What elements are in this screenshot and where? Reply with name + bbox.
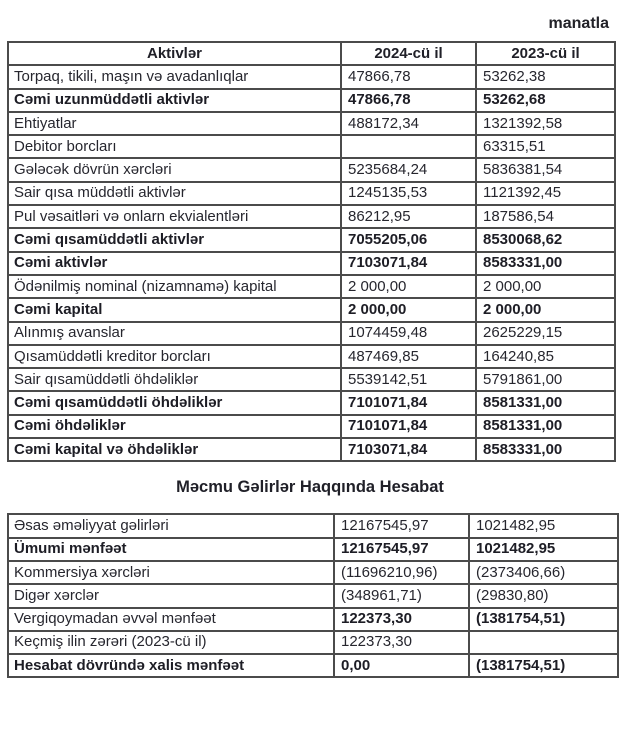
value-2023: 1021482,95: [469, 514, 618, 537]
value-2023: 2 000,00: [476, 298, 615, 321]
row-label: Vergiqoymadan əvvəl mənfəət: [8, 608, 334, 631]
value-2023: (29830,80): [469, 584, 618, 607]
column-header-aktivler: Aktivlər: [8, 42, 341, 65]
table-row: [8, 584, 618, 607]
value-2023: 187586,54: [476, 205, 615, 228]
table-row: [8, 158, 615, 181]
table-row: [8, 135, 615, 158]
value-2023: 53262,38: [476, 65, 615, 88]
value-2024: 47866,78: [341, 65, 476, 88]
value-2024: 12167545,97: [334, 538, 469, 561]
balance-table-body: [8, 65, 615, 461]
value-2024: 1074459,48: [341, 322, 476, 345]
value-2024: 5539142,51: [341, 368, 476, 391]
value-2024: 2 000,00: [341, 275, 476, 298]
table-row: [8, 112, 615, 135]
value-2024: 7103071,84: [341, 252, 476, 275]
table-row: [8, 368, 615, 391]
value-2024: 7055205,06: [341, 228, 476, 251]
value-2024: [341, 135, 476, 158]
value-2023: 164240,85: [476, 345, 615, 368]
value-2024: 122373,30: [334, 608, 469, 631]
value-2024: 487469,85: [341, 345, 476, 368]
value-2023: (2373406,66): [469, 561, 618, 584]
column-header-2024: 2024-cü il: [341, 42, 476, 65]
row-label: Alınmış avanslar: [8, 322, 341, 345]
value-2023: 2625229,15: [476, 322, 615, 345]
row-label: Sair qısamüddətli öhdəliklər: [8, 368, 341, 391]
value-2024: 488172,34: [341, 112, 476, 135]
value-2023: 8583331,00: [476, 252, 615, 275]
value-2024: 0,00: [334, 654, 469, 677]
table-row: [8, 252, 615, 275]
table-row: [8, 89, 615, 112]
balance-header-row: [8, 42, 615, 65]
row-label: Keçmiş ilin zərəri (2023-cü il): [8, 631, 334, 654]
row-label: Cəmi kapital: [8, 298, 341, 321]
balance-sheet-table: [7, 41, 616, 462]
value-2024: 7101071,84: [341, 415, 476, 438]
value-2024: (348961,71): [334, 584, 469, 607]
table-row: [8, 654, 618, 677]
row-label: Hesabat dövründə xalis mənfəət: [8, 654, 334, 677]
row-label: Əsas əməliyyat gəlirləri: [8, 514, 334, 537]
value-2024: 86212,95: [341, 205, 476, 228]
row-label: Qısamüddətli kreditor borcları: [8, 345, 341, 368]
row-label: Cəmi kapital və öhdəliklər: [8, 438, 341, 461]
row-label: Pul vəsaitləri və onlarn ekvialentləri: [8, 205, 341, 228]
table-row: [8, 228, 615, 251]
row-label: Digər xərclər: [8, 584, 334, 607]
income-statement-title: Məcmu Gəlirlər Haqqında Hesabat: [176, 478, 444, 497]
value-2023: 8530068,62: [476, 228, 615, 251]
table-row: [8, 205, 615, 228]
row-label: Cəmi qısamüddətli aktivlər: [8, 228, 341, 251]
value-2023: (1381754,51): [469, 654, 618, 677]
value-2023: 8581331,00: [476, 391, 615, 414]
table-row: [8, 298, 615, 321]
row-label: Cəmi aktivlər: [8, 252, 341, 275]
table-row: [8, 514, 618, 537]
row-label: Cəmi qısamüddətli öhdəliklər: [8, 391, 341, 414]
row-label: Kommersiya xərcləri: [8, 561, 334, 584]
table-row: [8, 182, 615, 205]
value-2024: 7103071,84: [341, 438, 476, 461]
row-label: Ümumi mənfəət: [8, 538, 334, 561]
row-label: Ehtiyatlar: [8, 112, 341, 135]
value-2023: 53262,68: [476, 89, 615, 112]
income-statement-table: [7, 513, 619, 678]
value-2024: (11696210,96): [334, 561, 469, 584]
income-table-body: [8, 514, 618, 677]
row-label: Cəmi öhdəliklər: [8, 415, 341, 438]
table-row: [8, 322, 615, 345]
value-2023: 1321392,58: [476, 112, 615, 135]
row-label: Cəmi uzunmüddətli aktivlər: [8, 89, 341, 112]
table-row: [8, 275, 615, 298]
value-2024: 12167545,97: [334, 514, 469, 537]
row-label: Sair qısa müddətli aktivlər: [8, 182, 341, 205]
table-row: [8, 391, 615, 414]
table-row: [8, 415, 615, 438]
table-row: [8, 561, 618, 584]
value-2023: [469, 631, 618, 654]
row-label: Torpaq, tikili, maşın və avadanlıqlar: [8, 65, 341, 88]
value-2023: 5836381,54: [476, 158, 615, 181]
value-2024: 47866,78: [341, 89, 476, 112]
table-row: [8, 345, 615, 368]
value-2023: 8581331,00: [476, 415, 615, 438]
column-header-2023: 2023-cü il: [476, 42, 615, 65]
value-2024: 5235684,24: [341, 158, 476, 181]
value-2023: 2 000,00: [476, 275, 615, 298]
table-row: [8, 438, 615, 461]
table-row: [8, 631, 618, 654]
currency-unit-label: manatla: [548, 15, 609, 32]
table-row: [8, 608, 618, 631]
value-2024: 2 000,00: [341, 298, 476, 321]
row-label: Ödənilmiş nominal (nizamnamə) kapital: [8, 275, 341, 298]
value-2024: 7101071,84: [341, 391, 476, 414]
table-row: [8, 65, 615, 88]
value-2024: 1245135,53: [341, 182, 476, 205]
row-label: Debitor borcları: [8, 135, 341, 158]
value-2023: 5791861,00: [476, 368, 615, 391]
value-2024: 122373,30: [334, 631, 469, 654]
value-2023: 8583331,00: [476, 438, 615, 461]
value-2023: 1021482,95: [469, 538, 618, 561]
value-2023: 63315,51: [476, 135, 615, 158]
row-label: Gələcək dövrün xərcləri: [8, 158, 341, 181]
value-2023: (1381754,51): [469, 608, 618, 631]
table-row: [8, 538, 618, 561]
value-2023: 1121392,45: [476, 182, 615, 205]
